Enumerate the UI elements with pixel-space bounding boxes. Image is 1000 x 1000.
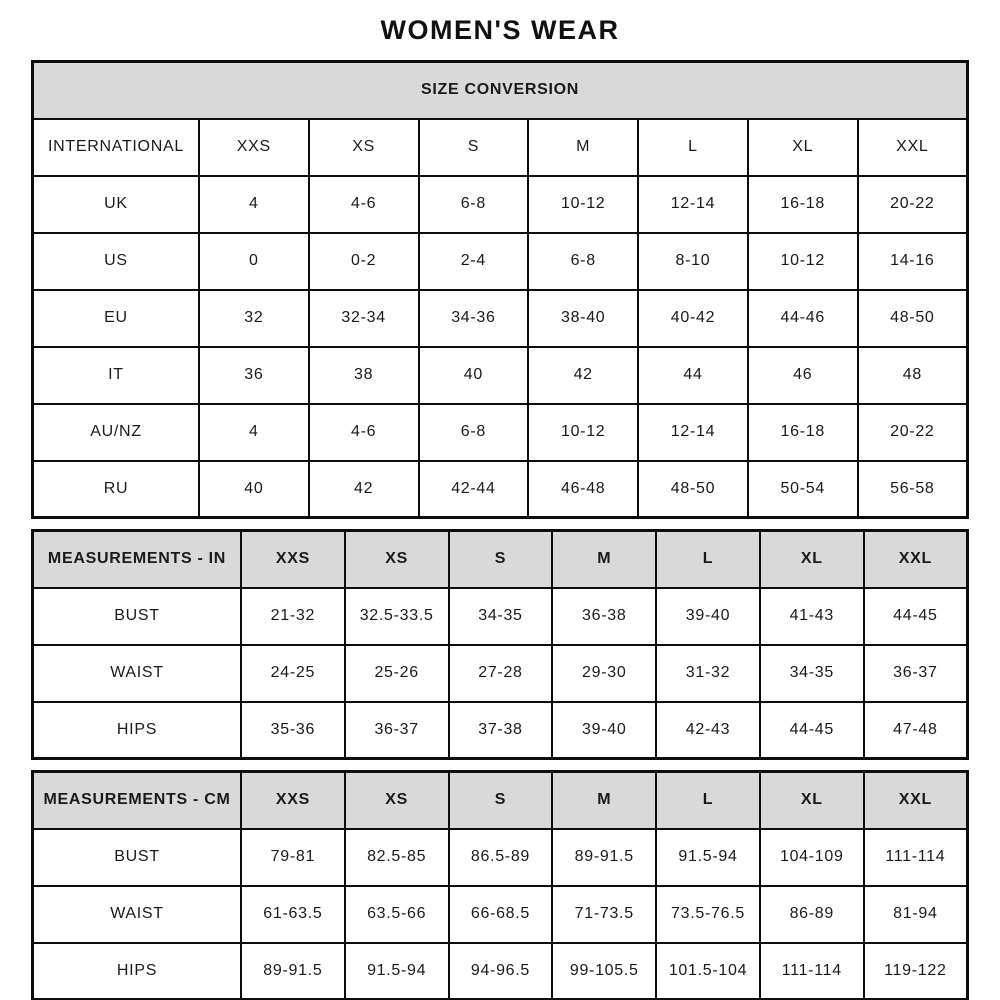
measurement-value: 81-94 [864, 886, 968, 943]
size-conversion-table [31, 60, 969, 519]
size-value: 36 [199, 347, 309, 404]
measurement-value: 21-32 [241, 588, 345, 645]
region-label: IT [33, 347, 199, 404]
column-header-size: XS [309, 119, 419, 176]
measurement-value: 44-45 [864, 588, 968, 645]
measurement-value: 101.5-104 [656, 943, 760, 1000]
size-value: 14-16 [858, 233, 968, 290]
measurements-header-size: S [449, 772, 553, 829]
size-value: 40 [199, 461, 309, 518]
measurement-value: 35-36 [241, 702, 345, 759]
measurement-label: HIPS [33, 943, 242, 1000]
measurement-value: 86.5-89 [449, 829, 553, 886]
measurements-header-size: XL [760, 772, 864, 829]
size-value: 4-6 [309, 176, 419, 233]
size-conversion-body [33, 176, 968, 518]
size-value: 44 [638, 347, 748, 404]
measurement-value: 24-25 [241, 645, 345, 702]
size-value: 40-42 [638, 290, 748, 347]
measurement-value: 25-26 [345, 645, 449, 702]
measurement-value: 89-91.5 [241, 943, 345, 1000]
measurement-label: HIPS [33, 702, 242, 759]
measurement-label: WAIST [33, 645, 242, 702]
measurement-value: 71-73.5 [552, 886, 656, 943]
measurements-header-size: XL [760, 531, 864, 588]
column-header-size: S [419, 119, 529, 176]
measurement-value: 41-43 [760, 588, 864, 645]
size-value: 42 [528, 347, 638, 404]
measurement-value: 111-114 [760, 943, 864, 1000]
measurement-value: 119-122 [864, 943, 968, 1000]
size-value: 10-12 [528, 404, 638, 461]
measurements-header-size: XS [345, 772, 449, 829]
measurement-value: 36-37 [864, 645, 968, 702]
size-conversion-banner-row [33, 62, 968, 119]
measurements-header-size: M [552, 531, 656, 588]
measurements-header-size: L [656, 772, 760, 829]
measurement-value: 47-48 [864, 702, 968, 759]
measurements-header-label: MEASUREMENTS - IN [33, 531, 242, 588]
measurement-value: 66-68.5 [449, 886, 553, 943]
size-value: 34-36 [419, 290, 529, 347]
measurement-value: 34-35 [449, 588, 553, 645]
measurement-value: 36-38 [552, 588, 656, 645]
measurement-value: 27-28 [449, 645, 553, 702]
size-value: 56-58 [858, 461, 968, 518]
measurement-value: 44-45 [760, 702, 864, 759]
size-value: 50-54 [748, 461, 858, 518]
table-row [33, 404, 968, 461]
measurement-value: 31-32 [656, 645, 760, 702]
size-value: 6-8 [419, 176, 529, 233]
column-header-size: M [528, 119, 638, 176]
size-value: 2-4 [419, 233, 529, 290]
measurement-label: BUST [33, 829, 242, 886]
measurements-header-size: XXS [241, 531, 345, 588]
region-label: AU/NZ [33, 404, 199, 461]
size-value: 0 [199, 233, 309, 290]
table-row [33, 461, 968, 518]
size-value: 20-22 [858, 176, 968, 233]
column-header-label: INTERNATIONAL [33, 119, 199, 176]
size-value: 48 [858, 347, 968, 404]
size-conversion-banner: SIZE CONVERSION [33, 62, 968, 119]
size-value: 46-48 [528, 461, 638, 518]
measurement-value: 82.5-85 [345, 829, 449, 886]
table-row [33, 645, 968, 702]
measurement-value: 37-38 [449, 702, 553, 759]
table-row [33, 886, 968, 943]
region-label: US [33, 233, 199, 290]
measurement-value: 63.5-66 [345, 886, 449, 943]
column-header-size: XXL [858, 119, 968, 176]
region-label: EU [33, 290, 199, 347]
measurement-value: 111-114 [864, 829, 968, 886]
size-value: 42 [309, 461, 419, 518]
size-value: 32-34 [309, 290, 419, 347]
size-value: 0-2 [309, 233, 419, 290]
measurement-value: 42-43 [656, 702, 760, 759]
measurements-header-size: S [449, 531, 553, 588]
measurement-value: 91.5-94 [656, 829, 760, 886]
size-value: 4-6 [309, 404, 419, 461]
size-value: 42-44 [419, 461, 529, 518]
measurements-header-size: L [656, 531, 760, 588]
table-row [33, 176, 968, 233]
table-row [33, 588, 968, 645]
size-value: 12-14 [638, 404, 748, 461]
measurement-value: 34-35 [760, 645, 864, 702]
size-value: 8-10 [638, 233, 748, 290]
measurement-value: 32.5-33.5 [345, 588, 449, 645]
table-row [33, 347, 968, 404]
measurements-in-table [31, 529, 969, 760]
size-value: 48-50 [858, 290, 968, 347]
column-header-size: L [638, 119, 748, 176]
measurements-header-size: XXL [864, 772, 968, 829]
measurement-value: 99-105.5 [552, 943, 656, 1000]
table-row [33, 290, 968, 347]
measurement-value: 89-91.5 [552, 829, 656, 886]
measurements-header-size: XS [345, 531, 449, 588]
size-value: 10-12 [748, 233, 858, 290]
measurements-cm-header-row [33, 772, 968, 829]
size-value: 40 [419, 347, 529, 404]
size-value: 38 [309, 347, 419, 404]
size-value: 32 [199, 290, 309, 347]
size-value: 38-40 [528, 290, 638, 347]
size-value: 6-8 [419, 404, 529, 461]
region-label: RU [33, 461, 199, 518]
size-value: 46 [748, 347, 858, 404]
measurement-value: 86-89 [760, 886, 864, 943]
measurement-value: 104-109 [760, 829, 864, 886]
measurements-cm-table [31, 770, 969, 1000]
size-value: 10-12 [528, 176, 638, 233]
column-header-size: XXS [199, 119, 309, 176]
measurements-header-label: MEASUREMENTS - CM [33, 772, 242, 829]
size-value: 16-18 [748, 404, 858, 461]
measurements-header-size: XXS [241, 772, 345, 829]
size-value: 16-18 [748, 176, 858, 233]
column-header-size: XL [748, 119, 858, 176]
size-value: 12-14 [638, 176, 748, 233]
measurement-value: 39-40 [552, 702, 656, 759]
size-value: 6-8 [528, 233, 638, 290]
table-row [33, 829, 968, 886]
measurement-value: 39-40 [656, 588, 760, 645]
measurement-value: 91.5-94 [345, 943, 449, 1000]
size-value: 4 [199, 404, 309, 461]
size-conversion-columns-row [33, 119, 968, 176]
page-title: WOMEN'S WEAR [380, 15, 620, 45]
size-value: 44-46 [748, 290, 858, 347]
measurements-header-size: M [552, 772, 656, 829]
measurement-value: 94-96.5 [449, 943, 553, 1000]
measurement-value: 29-30 [552, 645, 656, 702]
table-row [33, 702, 968, 759]
measurement-label: WAIST [33, 886, 242, 943]
measurements-cm-body [33, 829, 968, 1000]
measurements-in-header-row [33, 531, 968, 588]
size-value: 48-50 [638, 461, 748, 518]
table-row [33, 943, 968, 1000]
size-value: 20-22 [858, 404, 968, 461]
measurement-label: BUST [33, 588, 242, 645]
table-row [33, 233, 968, 290]
measurement-value: 61-63.5 [241, 886, 345, 943]
size-value: 4 [199, 176, 309, 233]
measurement-value: 73.5-76.5 [656, 886, 760, 943]
measurement-value: 79-81 [241, 829, 345, 886]
measurement-value: 36-37 [345, 702, 449, 759]
region-label: UK [33, 176, 199, 233]
measurements-header-size: XXL [864, 531, 968, 588]
measurements-in-body [33, 588, 968, 759]
